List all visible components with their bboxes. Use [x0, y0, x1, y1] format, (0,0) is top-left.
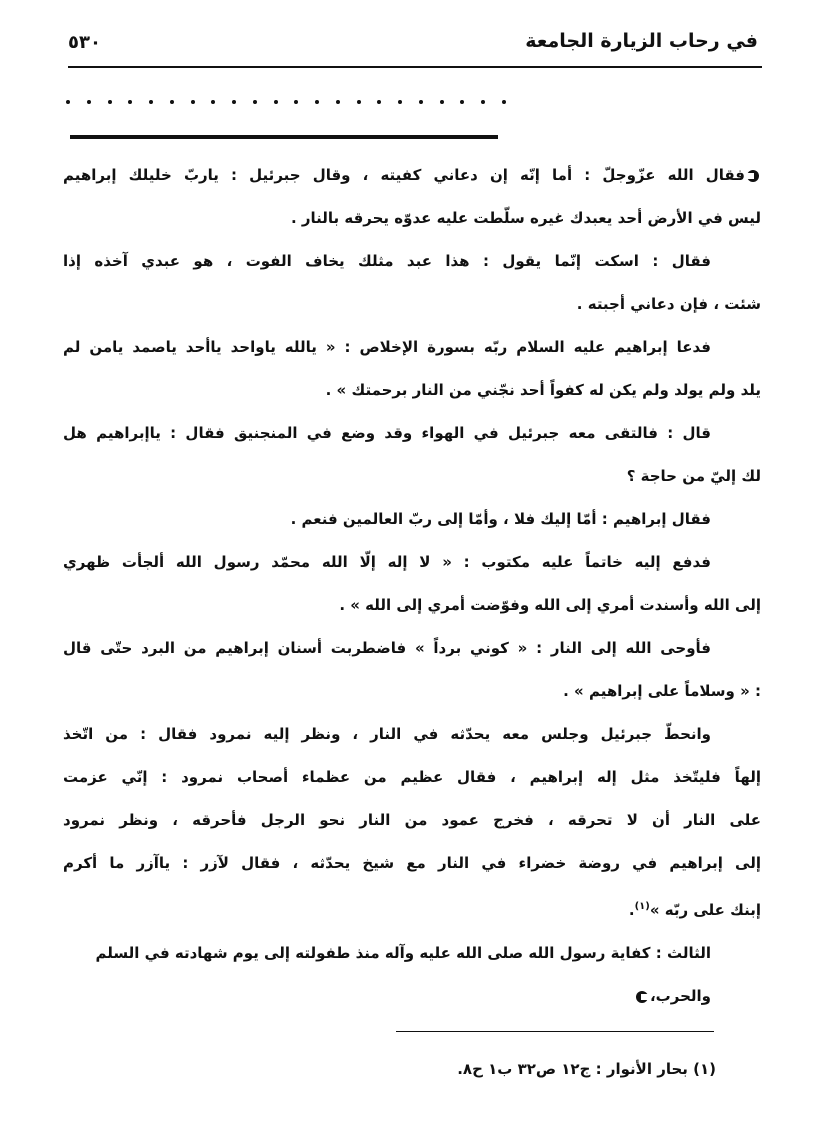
text-line — [63, 756, 761, 799]
header-title: في رحاب الزيارة الجامعة — [525, 30, 758, 52]
line-text: : « وسلاماً على إبراهيم » . — [563, 682, 761, 700]
dot — [398, 100, 402, 104]
text-line — [63, 713, 761, 756]
dot — [440, 100, 444, 104]
paragraph — [63, 326, 761, 412]
dot — [253, 100, 257, 104]
line-text: إلهاً فليتّخذ مثل إله إبراهيم ، فقال عظيم من عظماء أصحاب نمرود : إنّي عزمت — [63, 768, 761, 786]
text-line — [63, 799, 761, 842]
dot — [336, 100, 340, 104]
paragraph — [63, 240, 761, 326]
line-text: إبنك على ربّه » — [649, 901, 761, 919]
line-text: قال : فالتقى معه جبرئيل في الهواء وقد وضع في المنجنيق فقال : ياإبراهيم هل — [63, 424, 711, 442]
dot — [191, 100, 195, 104]
quote-close-icon — [636, 991, 648, 1003]
text-line — [63, 670, 761, 713]
text-line — [63, 154, 761, 197]
text-line — [63, 584, 761, 627]
line-text: فقال الله عزّوجلّ : أما إنّه إن دعاني كفيته ، وقال جبرئيل : ياربّ خليلك إبراهيم — [63, 166, 745, 184]
line-text: الثالث : كفاية رسول الله صلى الله عليه وآله منذ طفولته إلى يوم شهادته في السلم والحرب، — [95, 944, 711, 1005]
dot — [377, 100, 381, 104]
text-line: إبنك على ربّه »$^{(١)}$. — [628, 901, 761, 919]
dot — [211, 100, 215, 104]
quote-open-icon — [747, 170, 759, 182]
dot — [87, 100, 91, 104]
text-line — [63, 283, 761, 326]
line-text: لك إليّ من حاجة ؟ — [626, 467, 761, 485]
footnote-reference[interactable]: (١) — [634, 901, 650, 912]
dot — [357, 100, 361, 104]
dot — [232, 100, 236, 104]
footnote-rule — [396, 1031, 714, 1032]
dot — [502, 100, 506, 104]
paragraph — [63, 154, 761, 240]
dot — [128, 100, 132, 104]
text-line — [63, 412, 761, 455]
dot — [481, 100, 485, 104]
text-line — [63, 369, 761, 412]
text-line — [63, 197, 761, 240]
footnote: (١) بحار الأنوار : ج١٢ ص٣٢ ب١ ح٨. — [457, 1060, 716, 1078]
paragraph — [63, 541, 761, 627]
text-line — [63, 455, 761, 498]
text-line — [63, 326, 761, 369]
dot — [149, 100, 153, 104]
line-text: يلد ولم يولد ولم يكن له كفواً أحد نجّني من النار برحمتك » . — [325, 381, 761, 399]
text-line — [63, 541, 761, 584]
paragraph — [63, 932, 761, 1018]
line-text: فقال : اسكت إنّما يقول : هذا عبد مثلك يخاف الفوت ، هو عبدي آخذه إذا — [63, 252, 711, 270]
text-line — [63, 627, 761, 670]
dot — [108, 100, 112, 104]
paragraph — [63, 412, 761, 498]
header-rule — [68, 66, 762, 68]
line-text: فأوحى الله إلى النار : « كوني برداً » فاضطربت أسنان إبراهيم من البرد حتّى قال — [63, 639, 711, 657]
dot — [315, 100, 319, 104]
paragraph — [63, 498, 761, 541]
line-text: ليس في الأرض أحد يعبدك غيره سلّطت عليه عدوّه يحرقه بالنار . — [290, 209, 761, 227]
dot — [274, 100, 278, 104]
line-text: شئت ، فإن دعاني أجبته . — [576, 295, 761, 313]
dot — [460, 100, 464, 104]
line-text: فدفع إليه خاتماً عليه مكتوب : « لا إله إلّا الله محمّد رسول الله ألجأت ظهري — [63, 553, 711, 571]
text-line — [63, 932, 761, 1018]
line-text: إلى إبراهيم في روضة خضراء في النار مع شيخ يحدّثه ، فقال لآزر : ياآزر ما أكرم — [63, 854, 761, 872]
line-text: وانحطّ جبرئيل وجلس معه يحدّثه في النار ، ونظر إليه نمرود فقال : من اتّخذ — [63, 725, 711, 743]
dot — [419, 100, 423, 104]
text-line — [63, 498, 761, 541]
dot — [294, 100, 298, 104]
body-text — [63, 154, 761, 1018]
text-line — [63, 240, 761, 283]
ellipsis-dots — [66, 100, 506, 104]
dot — [66, 100, 70, 104]
paragraph — [63, 627, 761, 713]
paragraph — [63, 713, 761, 932]
line-text: فدعا إبراهيم عليه السلام ربّه بسورة الإخلاص : « يالله ياواحد ياأحد ياصمد يامن لم — [63, 338, 711, 356]
section-divider — [70, 135, 498, 139]
dot — [170, 100, 174, 104]
page-number: ٥٣٠ — [68, 32, 101, 53]
text-line — [63, 842, 761, 885]
line-text: فقال إبراهيم : أمّا إليك فلا ، وأمّا إلى ربّ العالمين فنعم . — [290, 510, 711, 528]
line-text: على النار أن لا تحرقه ، فخرج عمود من النار نحو الرجل فأحرقه ، ونظر نمرود — [63, 811, 761, 829]
line-text: إلى الله وأسندت أمري إلى الله وفوّضت أمري إلى الله » . — [339, 596, 761, 614]
